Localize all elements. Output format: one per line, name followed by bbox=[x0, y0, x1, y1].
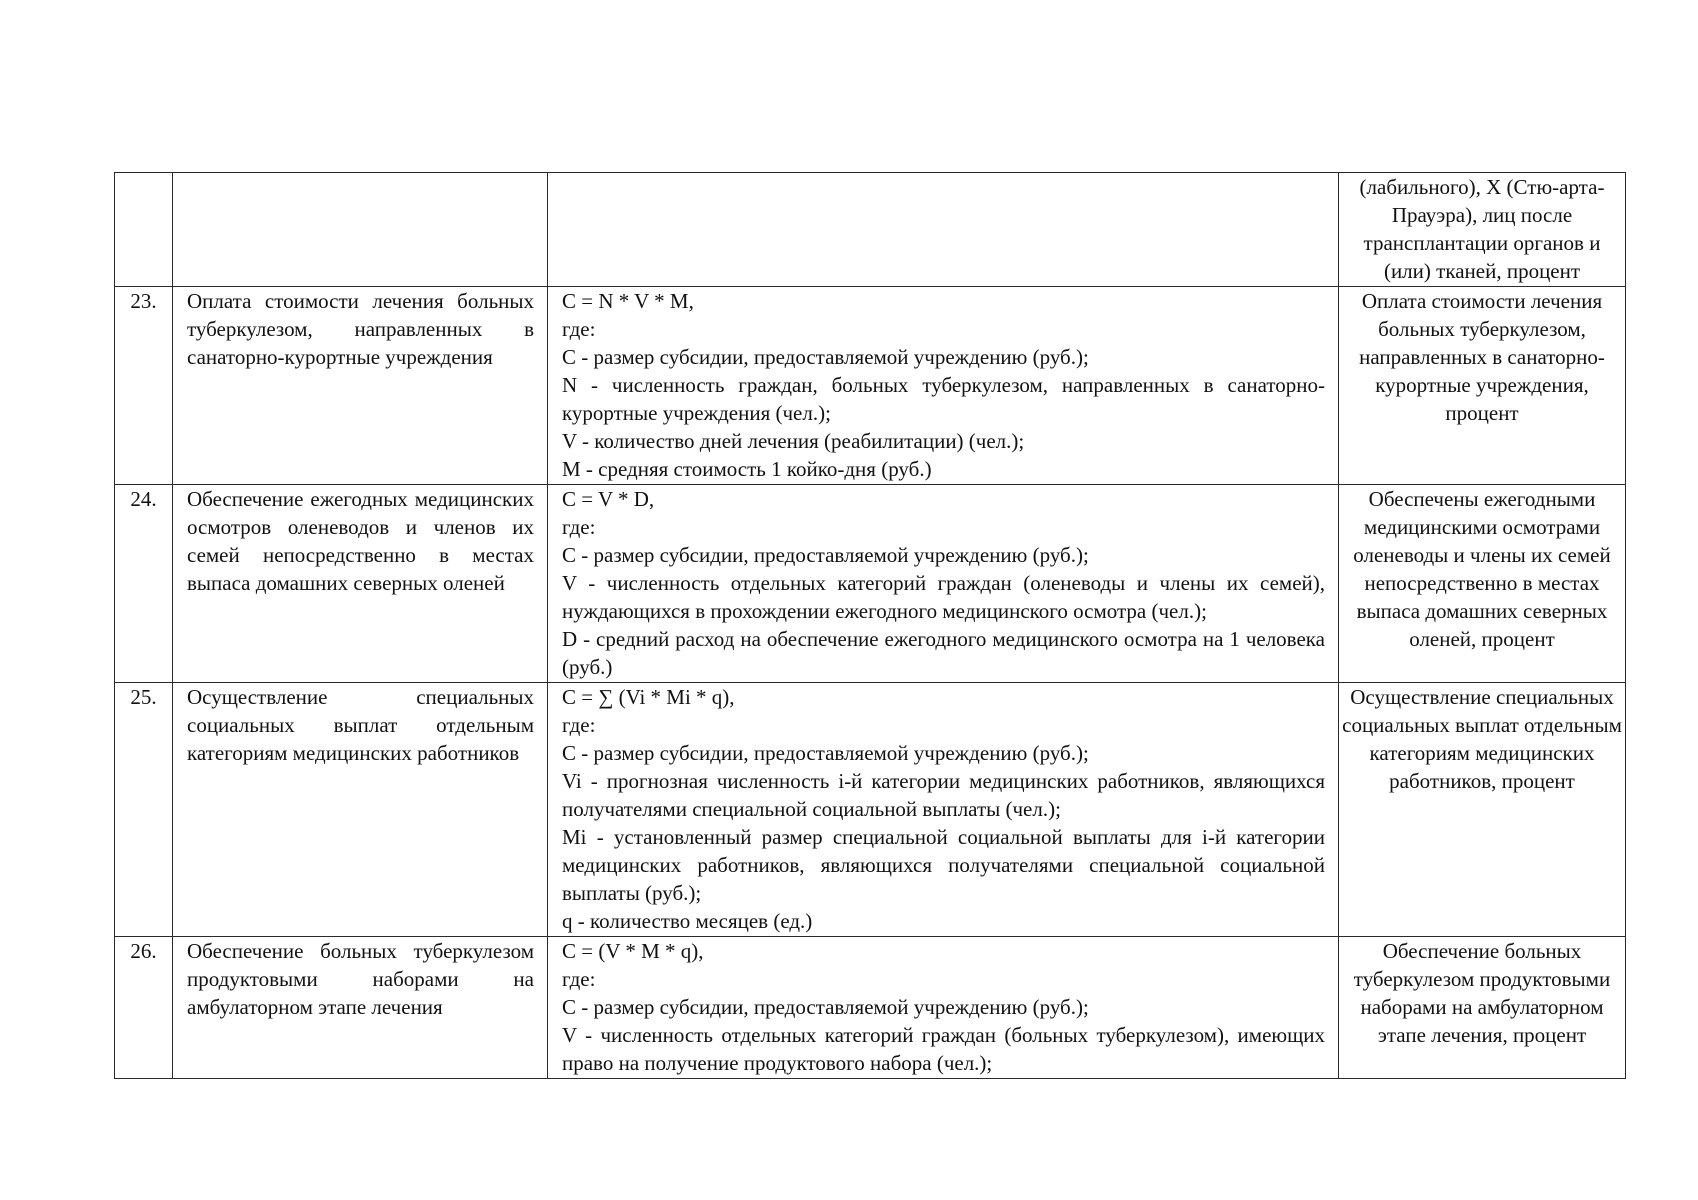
row-name-cell: Обеспечение больных туберкулезом продуктовыми наборами на амбулаторном этапе лечения bbox=[173, 937, 548, 1079]
formula-line: D - средний расход на обеспечение ежегодного медицинского осмотра на 1 человека (руб.) bbox=[562, 627, 1325, 679]
table-row bbox=[115, 937, 1626, 1079]
formula-line: V - численность отдельных категорий граждан (больных туберкулезом), имеющих право на получение продуктового набора (чел.); bbox=[562, 1023, 1325, 1075]
row-indicator-cell: (лабильного), X (Стю-арта-Прауэра), лиц после трансплантации органов и (или) тканей, процент bbox=[1339, 173, 1626, 287]
row-formula-cell bbox=[548, 683, 1339, 937]
formula-line: C = V * D, bbox=[562, 487, 655, 511]
formula-line: Mi - установленный размер специальной социальной выплаты для i-й категории медицинских работников, являющихся получателями специальной социальной выплаты (руб.); bbox=[562, 825, 1325, 905]
formula-line: C - размер субсидии, предоставляемой учреждению (руб.); bbox=[562, 995, 1089, 1019]
row-indicator-cell: Осуществление специальных социальных выплат отдельным категориям медицинских работников, процент bbox=[1339, 683, 1626, 937]
formula-line: C = N * V * M, bbox=[562, 289, 694, 313]
formula-line: C - размер субсидии, предоставляемой учреждению (руб.); bbox=[562, 741, 1089, 765]
table-row bbox=[115, 683, 1626, 937]
row-indicator-cell: Обеспечение больных туберкулезом продуктовыми наборами на амбулаторном этапе лечения, процент bbox=[1339, 937, 1626, 1079]
table-row-continuation bbox=[115, 173, 1626, 287]
formula-line: V - численность отдельных категорий граждан (оленеводы и члены их семей), нуждающихся в прохождении ежегодного медицинского осмотра (чел.); bbox=[562, 571, 1325, 623]
subsidy-calculation-table bbox=[114, 172, 1626, 1079]
formula-line: Vi - прогнозная численность i-й категории медицинских работников, являющихся получателями специальной социальной выплаты (чел.); bbox=[562, 769, 1325, 821]
formula-line: где: bbox=[562, 515, 596, 539]
formula-line: где: bbox=[562, 317, 596, 341]
table-row bbox=[115, 287, 1626, 485]
formula-line: M - средняя стоимость 1 койко-дня (руб.) bbox=[562, 457, 932, 481]
table-row bbox=[115, 485, 1626, 683]
row-indicator-cell: Оплата стоимости лечения больных туберкулезом, направленных в санаторно-курортные учреждения, процент bbox=[1339, 287, 1626, 485]
row-formula-cell bbox=[548, 173, 1339, 287]
row-name-cell bbox=[173, 173, 548, 287]
formula-line: q - количество месяцев (ед.) bbox=[562, 909, 813, 933]
formula-line: где: bbox=[562, 713, 596, 737]
row-name-cell: Обеспечение ежегодных медицинских осмотров оленеводов и членов их семей непосредственно в местах выпаса домашних северных оленей bbox=[173, 485, 548, 683]
row-formula-cell bbox=[548, 485, 1339, 683]
row-number-cell: 26. bbox=[115, 937, 173, 1079]
formula-line: где: bbox=[562, 967, 596, 991]
formula-line: C = (V * M * q), bbox=[562, 939, 704, 963]
row-number-cell: 25. bbox=[115, 683, 173, 937]
row-formula-cell bbox=[548, 287, 1339, 485]
row-formula-cell bbox=[548, 937, 1339, 1079]
row-number-cell bbox=[115, 173, 173, 287]
row-number-cell: 24. bbox=[115, 485, 173, 683]
row-number-cell: 23. bbox=[115, 287, 173, 485]
formula-line: V - количество дней лечения (реабилитации) (чел.); bbox=[562, 429, 1025, 453]
formula-line: C - размер субсидии, предоставляемой учреждению (руб.); bbox=[562, 543, 1089, 567]
row-name-cell: Оплата стоимости лечения больных туберкулезом, направленных в санаторно-курортные учреждения bbox=[173, 287, 548, 485]
row-name-cell: Осуществление специальных социальных выплат отдельным категориям медицинских работников bbox=[173, 683, 548, 937]
formula-line: C - размер субсидии, предоставляемой учреждению (руб.); bbox=[562, 345, 1089, 369]
formula-line: N - численность граждан, больных туберкулезом, направленных в санаторно-курортные учреждения (чел.); bbox=[562, 373, 1325, 425]
formula-line: C = ∑ (Vi * Mi * q), bbox=[562, 685, 735, 709]
row-indicator-cell: Обеспечены ежегодными медицинскими осмотрами оленеводы и члены их семей непосредственно в местах выпаса домашних северных оленей, процент bbox=[1339, 485, 1626, 683]
